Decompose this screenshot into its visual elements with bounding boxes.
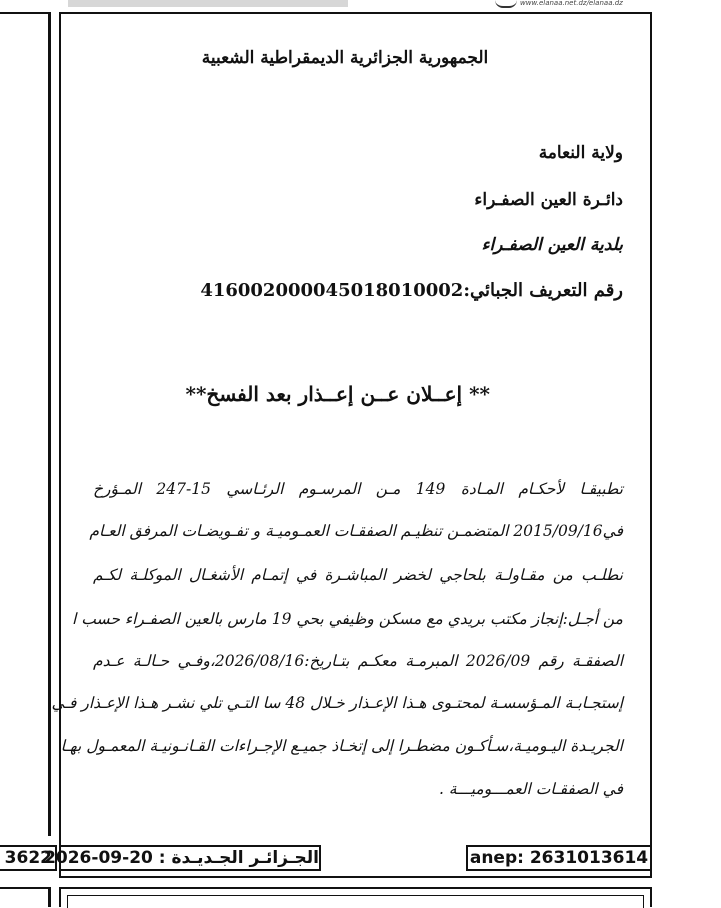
notice-body-line: الجريـدة اليـوميـة،سـأكـون مضطـرا إلى إتخـاذ جميـع الإجـراءات القـانـونيـة المعمـول بهـا — [60, 737, 623, 755]
announcement-bottom-rule — [59, 876, 652, 878]
left-adjacent-column — [0, 12, 51, 836]
notice-body-line: نطلـب من مقـاولـة بلحاجي لخضر المباشـرة في إتمـام الأشغـال الموكلـة لكـم — [93, 566, 623, 584]
adjacent-ad-code: 3622 — [0, 845, 57, 871]
masthead-url: www.elanaa.net.dz/elanaa.dz — [520, 0, 623, 7]
wilaya-line: ولاية النعامة — [538, 143, 623, 163]
masthead-gray-bar — [68, 0, 348, 7]
left-next-column — [0, 887, 51, 907]
newspaper-logo-icon — [495, 0, 517, 8]
publication-date-box: الجـزائـر الجـديـدة : 20-09-2026 — [59, 845, 321, 871]
notice-title: ** إعــلان عــن إعــذار بعد الفسخ** — [185, 382, 490, 406]
notice-body-line: في الصفقـات العمـــوميـــة . — [438, 780, 623, 798]
notice-body-line: في2015/09/16 المتضمـن تنظيـم الصفقـات العمـوميـة و تفـويضـات المرفق العـام — [89, 522, 623, 540]
notice-body-line: إستجـابـة المـؤسسـة لمحتـوى هـذا الإعـذار خـلال 48 سا التـي تلي نشـر هـذا الإعـذار فـي — [51, 694, 623, 712]
notice-body-line: تطبيقـا لأحكـام المـادة 149 مـن المرسـوم الرئـاسي 15-247 المـؤرخ — [93, 480, 623, 498]
notice-body-line: الصفقـة رقم 2026/09 المبرمـة معكـم بتـاريخ:2026/08/16،وفـي حـالـة عـدم — [93, 652, 623, 670]
masthead-strip — [0, 0, 721, 12]
anep-reference-box: anep: 2631013614 — [466, 845, 652, 871]
republic-header: الجمهورية الجزائرية الديمقراطية الشعبية — [201, 48, 489, 68]
daira-line: دائـرة العين الصفـراء — [474, 190, 623, 210]
next-announcement-frame — [59, 887, 652, 907]
notice-body-line: من أجـل:إنجاز مكتب بريدي مع مسكن وظيفي بحي 19 مارس بالعين الصفـراء حسب ا — [72, 610, 623, 628]
commune-line: بلدية العين الصفـراء — [481, 235, 623, 255]
tax-id-line: رقم التعريف الجبائي:416002000045018010002 — [200, 280, 623, 301]
